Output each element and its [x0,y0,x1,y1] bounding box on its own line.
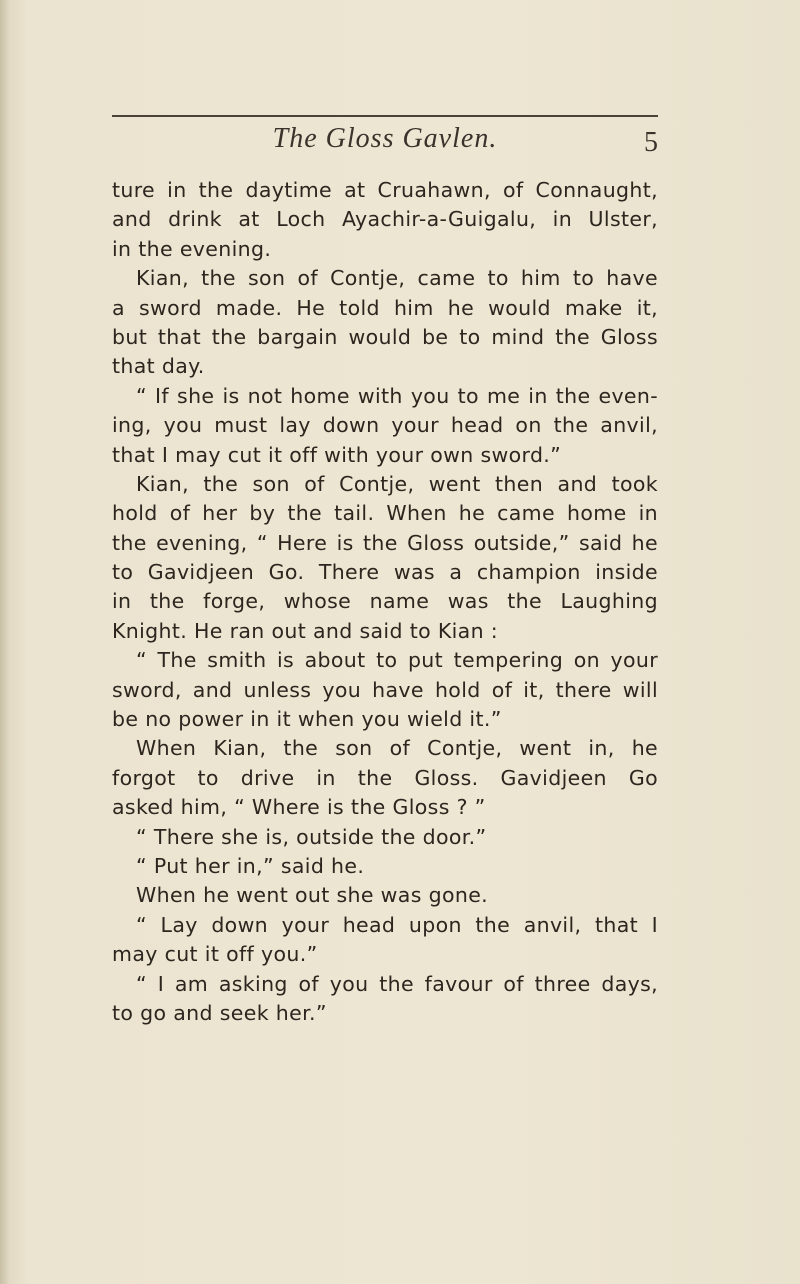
text-line: Kian, the son of Contje, went then and took [136,471,658,496]
text-line: and drink at Loch Ayachir-a-Guigalu, in Ulster, [112,207,658,232]
running-head [112,121,658,165]
text-line: “ The smith is about to put tempering on your [136,648,658,673]
text-line: “ I am asking of you the favour of three days, [136,971,658,996]
text-line: to go and seek her.” [112,1000,327,1025]
body-text [112,176,658,1028]
text-line: in the evening. [112,236,272,261]
text-line: asked him, “ Where is the Gloss ? ” [112,795,486,820]
text-line: sword, and unless you have hold of it, there will [112,677,658,702]
text-line: ture in the daytime at Cruahawn, of Connaught, [112,178,658,202]
text-line: forgot to drive in the Gloss. Gavidjeen Go [112,765,658,790]
text-line: that I may cut it off with your own sword.” [112,442,562,467]
text-line: the evening, “ Here is the Gloss outside,” said he [112,530,658,555]
page-binding-edge [0,0,10,1284]
text-line: “ Lay down your head upon the anvil, that I [136,912,658,937]
text-line: a sword made. He told him he would make it, [112,295,658,320]
text-line: “ If she is not home with you to me in the even- [136,383,658,408]
text-line: Knight. He ran out and said to Kian : [112,618,499,643]
header-rule [112,115,658,117]
text-line: “ Put her in,” said he. [136,853,365,878]
text-line: When Kian, the son of Contje, went in, he [136,736,658,761]
text-line: “ There she is, outside the door.” [136,824,487,849]
page-number: 5 [644,127,658,158]
text-line: that day. [112,354,205,379]
text-line: in the forge, whose name was the Laughing [112,589,658,614]
running-title: The Gloss Gavlen. [272,123,498,154]
text-line: hold of her by the tail. When he came home in [112,501,658,526]
text-line: be no power in it when you wield it.” [112,707,502,732]
text-line: may cut it off you.” [112,942,318,967]
text-line: When he went out she was gone. [136,883,489,908]
text-line: ing, you must lay down your head on the anvil, [112,413,658,438]
text-line: to Gavidjeen Go. There was a champion inside [112,560,658,585]
text-line: Kian, the son of Contje, came to him to have [136,266,658,291]
text-line: but that the bargain would be to mind the Gloss [112,324,658,349]
